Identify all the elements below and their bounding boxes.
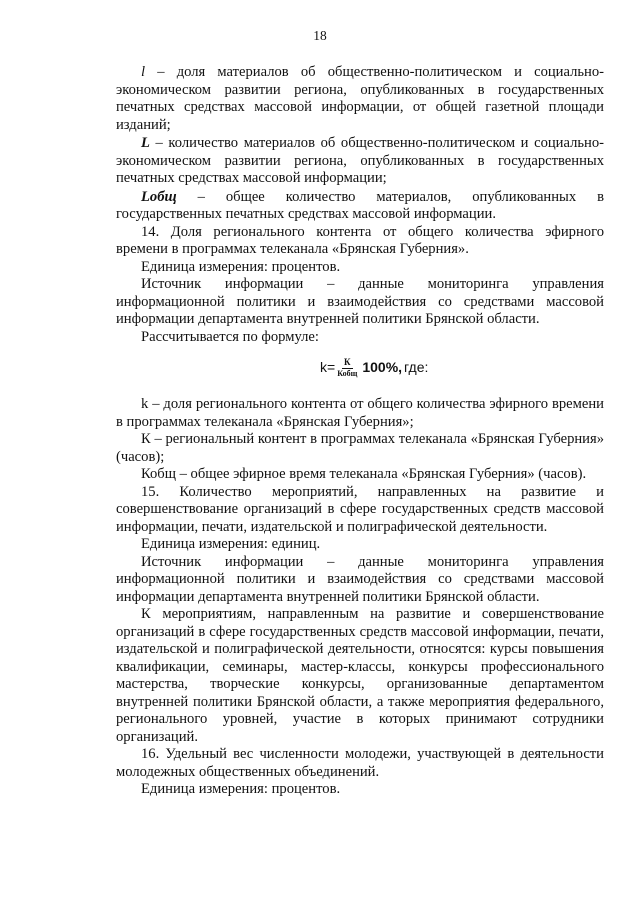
formula-fraction bbox=[337, 358, 357, 378]
symbol-L: L bbox=[141, 135, 150, 151]
document-body bbox=[116, 64, 604, 799]
item-15-events: К мероприятиям, направленным на развитие и совершенствование организаций в сфере государственных средств массовой информации, печати, издательской и полиграфической деятельности, относятся: курсы повышения квалификации, семинары, мастер-классы, конкурсы профессионального мастерства, творческие конкурсы, организованные департаментом внутренней политики Брянской области, а также мероприятия федерального, регионального уровней, участие в которых принимают сотрудники организаций. bbox=[116, 606, 604, 745]
item-14-formula-intro: Рассчитывается по формуле: bbox=[141, 328, 319, 345]
item-15-unit: Единица измерения: единиц. bbox=[141, 536, 321, 552]
formula-suffix: где: bbox=[404, 359, 429, 376]
formula-lhs: k= bbox=[320, 359, 336, 376]
definition-l-text: – доля материалов об общественно-политическом и социально-экономическом развитии региона, опубликованных в государственных печатных средствах массовой информации, от общей газетной площади изданий; bbox=[116, 64, 604, 133]
item-16-heading: 16. Удельный вес численности молодежи, участвующей в деятельности молодежных общественных объединений. bbox=[116, 746, 604, 780]
item-16-unit: Единица измерения: процентов. bbox=[141, 781, 341, 797]
page-number: 18 bbox=[313, 28, 327, 43]
definition-Kobsh: Кобщ – общее эфирное время телеканала «Брянская Губерния» (часов). bbox=[141, 466, 587, 482]
definition-K: К – региональный контент в программах телеканала «Брянская Губерния» (часов); bbox=[116, 431, 604, 465]
item-15-heading: 15. Количество мероприятий, направленных на развитие и совершенствование организаций в сфере государственных средств массовой информации, печати, издательской и полиграфической деятельности. bbox=[116, 483, 604, 535]
definition-Lobsh-text: – общее количество материалов, опубликованных в государственных печатных средствах массовой информации. bbox=[116, 188, 604, 222]
definition-k: k – доля регионального контента от общего количества эфирного времени в программах телеканала «Брянская Губерния»; bbox=[116, 396, 604, 430]
formula-numerator: К bbox=[344, 357, 351, 367]
item-15-source: Источник информации – данные мониторинга управления информационной политики и взаимодействия со средствами массовой информации департамента внутренней политики Брянской области. bbox=[116, 553, 604, 605]
symbol-l: l bbox=[141, 64, 146, 80]
item-14-heading: 14. Доля регионального контента от общего количества эфирного времени в программах телеканала «Брянская Губерния». bbox=[116, 223, 604, 257]
formula-factor: 100%, bbox=[362, 359, 403, 376]
symbol-Lobsh: Lобщ bbox=[141, 188, 177, 205]
formula bbox=[320, 358, 604, 378]
item-14-source: Источник информации – данные мониторинга управления информационной политики и взаимодействия со средствами массовой информации департамента внутренней политики Брянской области. bbox=[116, 276, 604, 327]
definition-L-text: – количество материалов об общественно-политическом и социально-экономическом развитии региона, опубликованных в государственных печатных средствах массовой информации; bbox=[116, 135, 604, 186]
formula-denominator: Кобщ bbox=[337, 369, 358, 378]
definition-l bbox=[116, 64, 604, 134]
definition-Lobsh bbox=[116, 189, 604, 224]
definition-L bbox=[116, 135, 604, 188]
item-14-unit: Единица измерения: процентов. bbox=[141, 258, 341, 275]
